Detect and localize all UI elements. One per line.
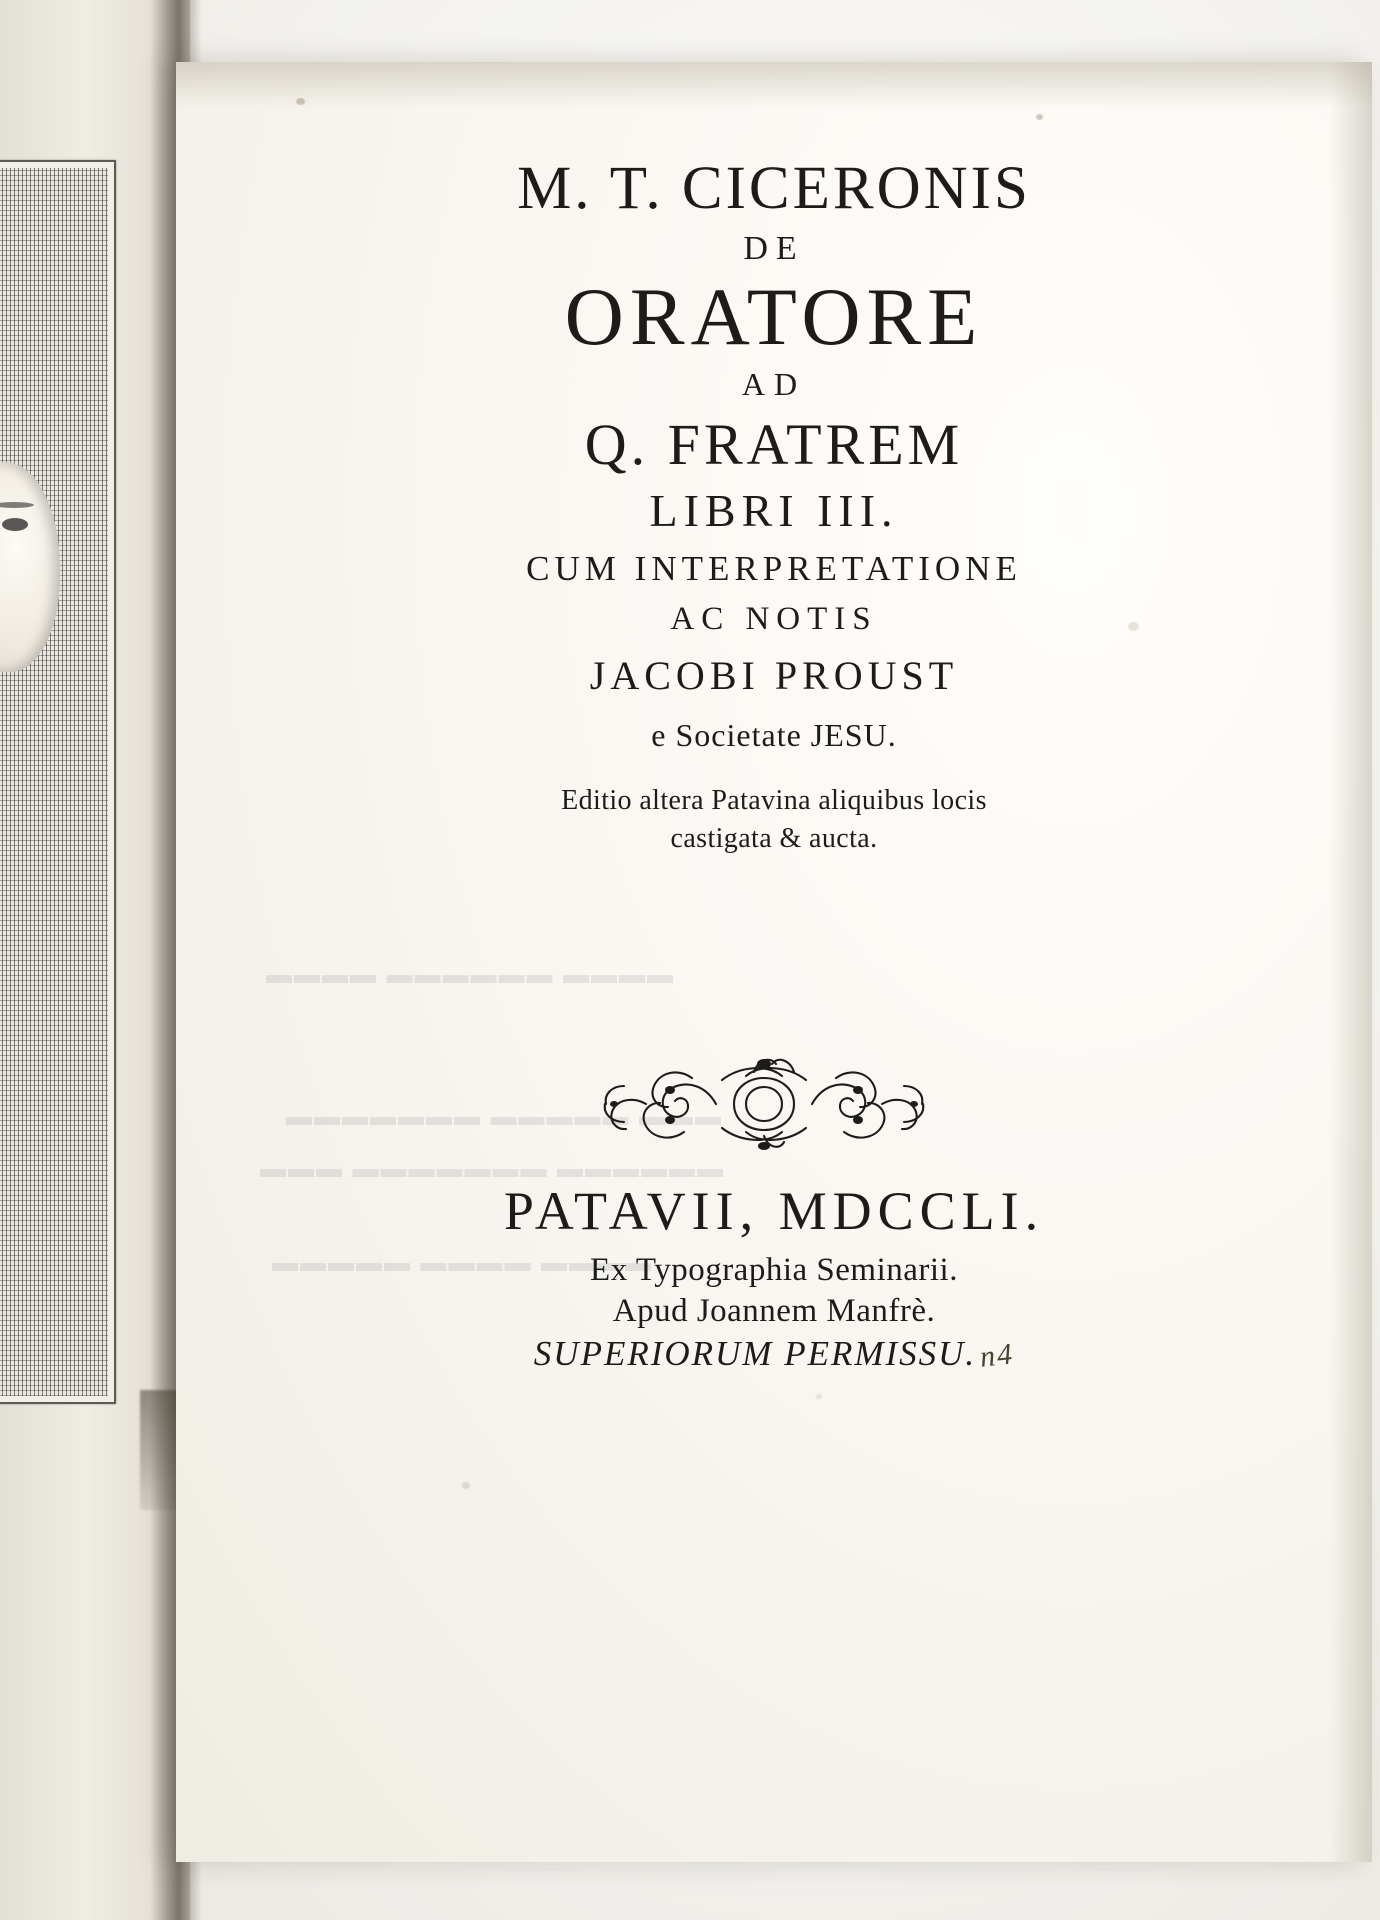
- title-editor: JACOBI PROUST: [589, 653, 959, 699]
- engraved-portrait-plate: [0, 160, 116, 1404]
- imprint-press: Ex Typographia Seminarii.: [590, 1252, 958, 1288]
- paper-foxing-spot: [816, 1394, 822, 1399]
- imprint-permission-text: SUPERIORUM PERMISSU.: [533, 1334, 977, 1373]
- title-books: LIBRI III.: [649, 485, 899, 537]
- imprint-permission: [176, 1334, 1372, 1374]
- portrait-eye: [2, 518, 28, 531]
- title-ac-notis: AC NOTIS: [670, 601, 878, 638]
- imprint-block: [176, 1180, 1372, 1374]
- paper-foxing-spot: [1036, 114, 1043, 120]
- title-author: M. T. CICERONIS: [517, 155, 1031, 222]
- title-society: e Societate JESU.: [651, 717, 897, 754]
- title-work: ORATORE: [564, 271, 984, 363]
- title-preposition-ad: AD: [741, 366, 807, 403]
- binding-stitching: [140, 1390, 180, 1510]
- page-edge-top: [176, 62, 1372, 108]
- page-showthrough: ▬▬▬▬▬▬▬ ▬▬▬▬▬ ▬▬▬: [286, 1102, 723, 1131]
- page-showthrough: ▬▬▬▬▬ ▬▬▬▬ ▬▬▬▬: [272, 1248, 653, 1277]
- imprint-printer: Apud Joannem Manfrè.: [612, 1293, 936, 1329]
- page-showthrough: ▬▬▬▬ ▬▬▬▬▬▬ ▬▬▬▬: [266, 960, 675, 989]
- title-dedicatee: Q. FRATREM: [584, 412, 964, 478]
- imprint-place-year: PATAVII, MDCCLI.: [503, 1181, 1045, 1241]
- paper-foxing-spot: [296, 98, 305, 105]
- title-preposition-de: DE: [743, 230, 805, 268]
- title-edition-line-2: castigata & aucta.: [670, 823, 878, 855]
- title-cum-interpretatione: CUM INTERPRETATIONE: [526, 549, 1022, 589]
- engraving-hatching: [0, 168, 108, 1396]
- engraved-headpiece-ornament: [584, 1050, 964, 1158]
- manuscript-annotation: n4: [978, 1337, 1016, 1374]
- title-block: [176, 155, 1372, 858]
- title-edition-line-1: Editio altera Patavina aliquibus locis: [561, 785, 987, 817]
- paper-foxing-spot: [462, 1482, 470, 1489]
- title-page: [176, 62, 1372, 1862]
- page-showthrough: ▬▬▬ ▬▬▬▬▬▬▬ ▬▬▬▬▬▬: [260, 1154, 725, 1183]
